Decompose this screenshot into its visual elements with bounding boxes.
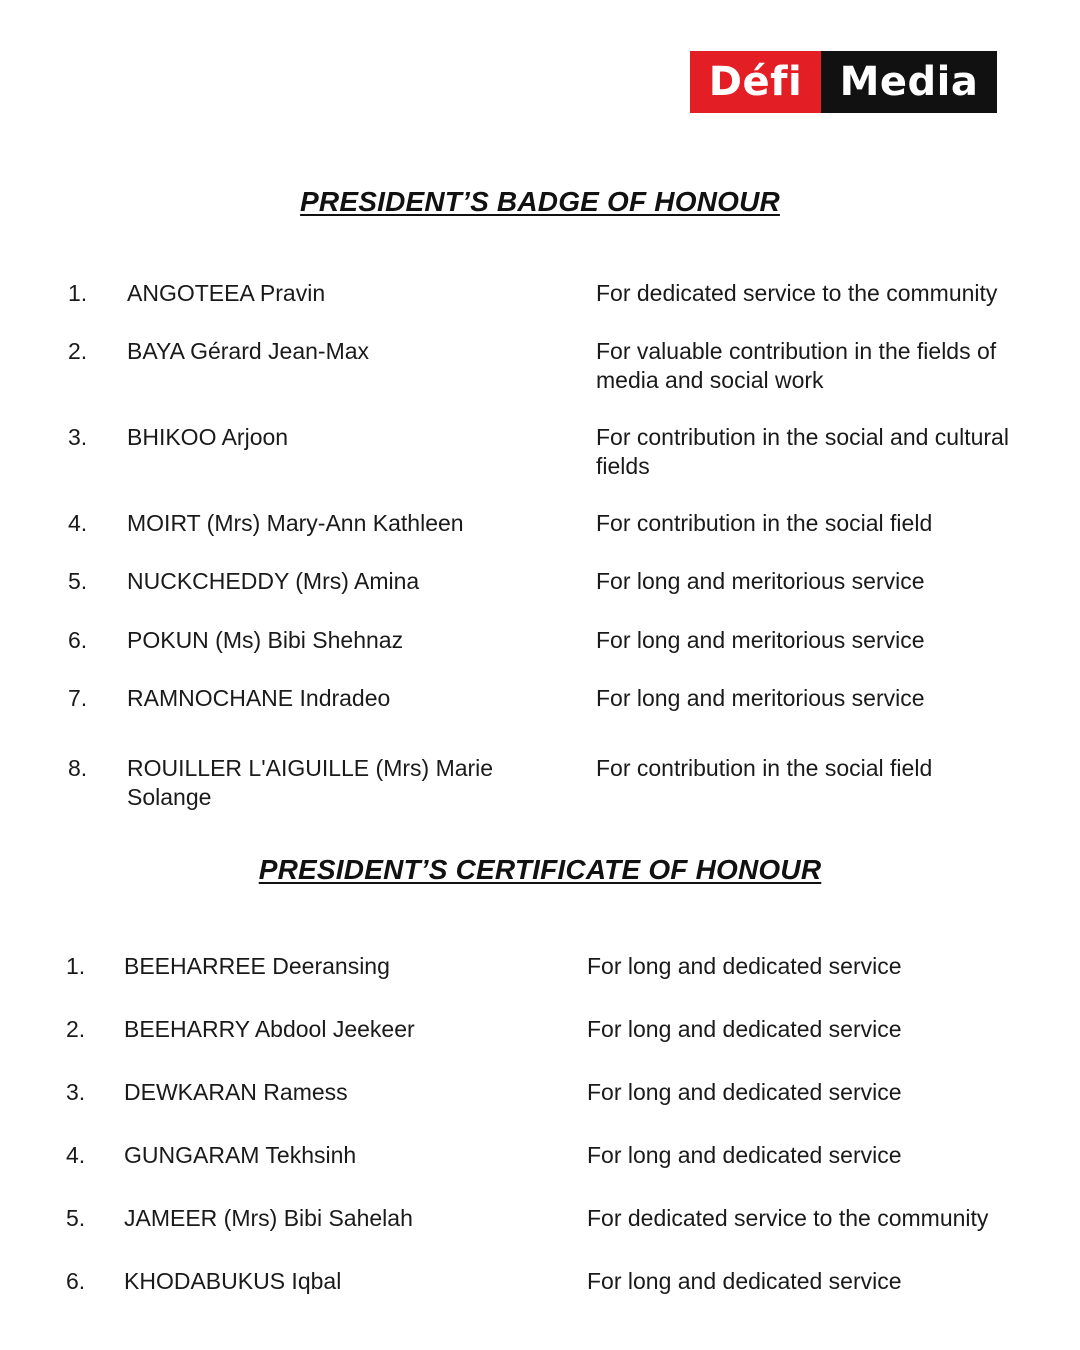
entry-number: 2. xyxy=(68,338,88,364)
defi-media-logo xyxy=(690,51,997,113)
entry-number: 7. xyxy=(68,685,88,711)
entry-number: 4. xyxy=(66,1142,86,1168)
entry-number: 5. xyxy=(66,1205,86,1231)
logo-part-defi: Défi xyxy=(690,51,821,113)
entry-number: 3. xyxy=(68,424,88,450)
entry-name: ROUILLER L'AIGUILLE (Mrs) Marie Solange xyxy=(127,755,494,810)
entry-number: 2. xyxy=(66,1016,86,1042)
entry-name: ANGOTEEA Pravin xyxy=(127,280,326,306)
entry-number: 6. xyxy=(68,627,88,653)
entry-number: 1. xyxy=(68,280,88,306)
entry-description: For long and dedicated service xyxy=(587,1016,902,1042)
entry-description: For dedicated service to the community xyxy=(587,1205,989,1231)
entry-name: RAMNOCHANE Indradeo xyxy=(127,685,391,711)
entry-name: BHIKOO Arjoon xyxy=(127,424,289,450)
entry-name: BEEHARREE Deeransing xyxy=(124,953,390,979)
entry-name: NUCKCHEDDY (Mrs) Amina xyxy=(127,568,420,594)
entry-number: 1. xyxy=(66,953,86,979)
entry-number: 3. xyxy=(66,1079,86,1105)
entry-number: 8. xyxy=(68,755,88,781)
entry-name: DEWKARAN Ramess xyxy=(124,1079,348,1105)
entry-description: For dedicated service to the community xyxy=(596,280,998,306)
badge-section-title: PRESIDENT’S BADGE OF HONOUR xyxy=(300,186,780,217)
entry-description: For long and meritorious service xyxy=(596,685,925,711)
entry-name: BAYA Gérard Jean-Max xyxy=(127,338,370,364)
entry-description: For long and dedicated service xyxy=(587,1268,902,1294)
entry-name: BEEHARRY Abdool Jeekeer xyxy=(124,1016,415,1042)
entry-name: GUNGARAM Tekhsinh xyxy=(124,1142,357,1168)
entry-name: MOIRT (Mrs) Mary-Ann Kathleen xyxy=(127,510,464,536)
entry-description: For long and dedicated service xyxy=(587,1142,902,1168)
entry-name: KHODABUKUS Iqbal xyxy=(124,1268,342,1294)
entry-description: For long and meritorious service xyxy=(596,568,925,594)
entry-name: JAMEER (Mrs) Bibi Sahelah xyxy=(124,1205,413,1231)
entry-description: For contribution in the social field xyxy=(596,755,933,781)
entry-description: For long and dedicated service xyxy=(587,953,902,979)
entry-number: 4. xyxy=(68,510,88,536)
entry-description: For contribution in the social field xyxy=(596,510,933,536)
entry-number: 5. xyxy=(68,568,88,594)
entry-number: 6. xyxy=(66,1268,86,1294)
entry-description: For valuable contribution in the fields of media and social work xyxy=(596,338,997,393)
entry-name: POKUN (Ms) Bibi Shehnaz xyxy=(127,627,404,653)
entry-description: For long and meritorious service xyxy=(596,627,925,653)
entry-description: For long and dedicated service xyxy=(587,1079,902,1105)
entry-description: For contribution in the social and cultural fields xyxy=(596,424,1009,479)
certificate-section-title: PRESIDENT’S CERTIFICATE OF HONOUR xyxy=(258,854,822,885)
logo-part-media: Media xyxy=(821,51,997,113)
